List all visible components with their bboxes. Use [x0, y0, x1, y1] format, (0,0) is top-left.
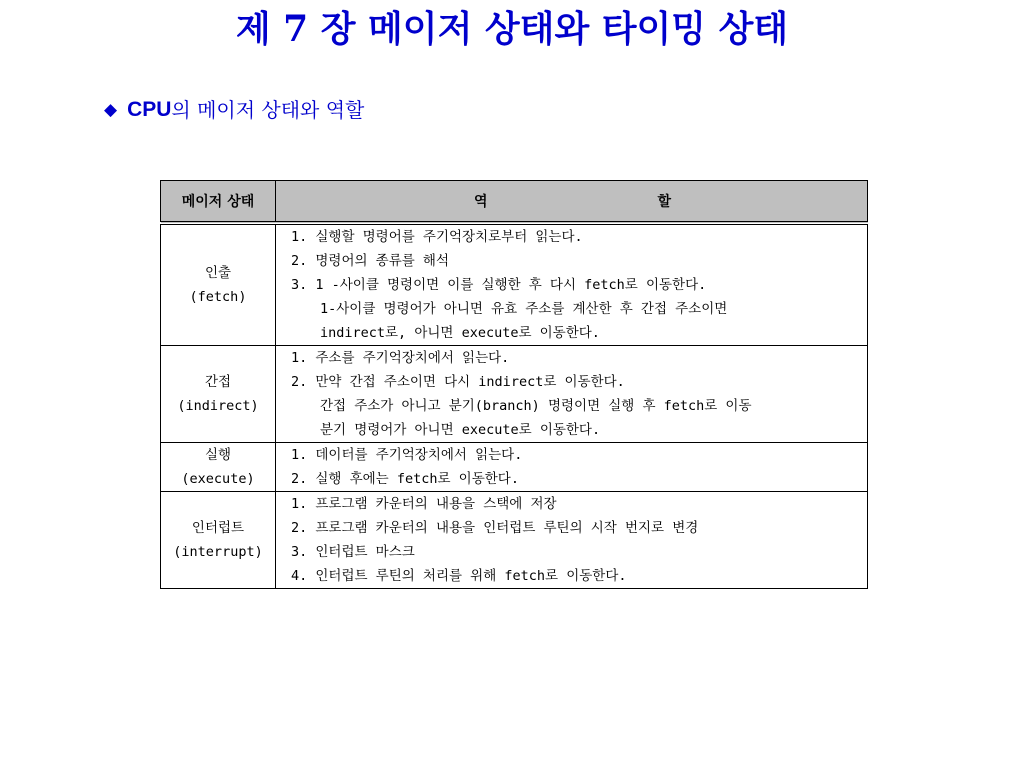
state-name: 실행	[204, 447, 232, 463]
table-row	[161, 223, 868, 346]
state-cell	[161, 443, 276, 492]
state-eng-name: (execute)	[181, 471, 255, 487]
role-line: 1-사이클 명령어가 아니면 유효 주소를 계산한 후 간접 주소이면	[320, 301, 728, 317]
role-line: 4. 인터럽트 루틴의 처리를 위해 fetch로 이동한다.	[291, 568, 627, 584]
role-line: 1. 데이터를 주기억장치에서 읽는다.	[291, 447, 523, 463]
role-cell	[276, 492, 868, 589]
table-header-row	[161, 181, 868, 224]
role-line: 1. 실행할 명령어를 주기억장치로부터 읽는다.	[291, 229, 583, 245]
state-eng-name: (fetch)	[189, 289, 247, 305]
role-line: 1. 주소를 주기억장치에서 읽는다.	[291, 350, 510, 366]
header-major-state: 메이저 상태	[161, 181, 276, 224]
subtitle-text: 의 메이저 상태와 역할	[171, 98, 365, 122]
major-state-table	[160, 180, 867, 590]
state-cell	[161, 223, 276, 346]
role-line: 1. 프로그램 카운터의 내용을 스택에 저장	[291, 496, 557, 512]
header-role-char: 역	[474, 194, 488, 210]
state-eng-name: (indirect)	[177, 398, 259, 414]
header-role	[276, 181, 868, 224]
table-row	[161, 346, 868, 443]
state-cell	[161, 492, 276, 589]
role-line: indirect로, 아니면 execute로 이동한다.	[320, 325, 600, 341]
role-line: 3. 1 -사이클 명령이면 이를 실행한 후 다시 fetch로 이동한다.	[291, 277, 707, 293]
diamond-bullet-icon: ◆	[104, 100, 118, 120]
state-name: 간접	[204, 374, 232, 390]
role-cell	[276, 346, 868, 443]
state-name: 인터럽트	[191, 520, 245, 536]
header-role-char: 할	[657, 194, 671, 210]
role-cell	[276, 223, 868, 346]
state-name: 인출	[204, 265, 232, 281]
role-line: 2. 실행 후에는 fetch로 이동한다.	[291, 471, 519, 487]
role-line: 3. 인터럽트 마스크	[291, 544, 415, 560]
slide-subtitle	[104, 93, 364, 127]
table-row	[161, 492, 868, 589]
slide-title: 제 7 장 메이저 상태와 타이밍 상태	[235, 8, 789, 50]
state-role-table	[160, 180, 868, 589]
state-cell	[161, 346, 276, 443]
role-line: 2. 만약 간접 주소이면 다시 indirect로 이동한다.	[291, 374, 625, 390]
role-cell	[276, 443, 868, 492]
state-eng-name: (interrupt)	[173, 544, 263, 560]
role-line: 2. 명령어의 종류를 해석	[291, 253, 450, 269]
role-line: 간접 주소가 아니고 분기(branch) 명령이면 실행 후 fetch로 이동	[320, 398, 752, 414]
role-line: 2. 프로그램 카운터의 내용을 인터럽트 루틴의 시작 번지로 변경	[291, 520, 699, 536]
table-row	[161, 443, 868, 492]
subtitle-cpu: CPU	[127, 98, 172, 121]
role-line: 분기 명령어가 아니면 execute로 이동한다.	[320, 422, 601, 438]
